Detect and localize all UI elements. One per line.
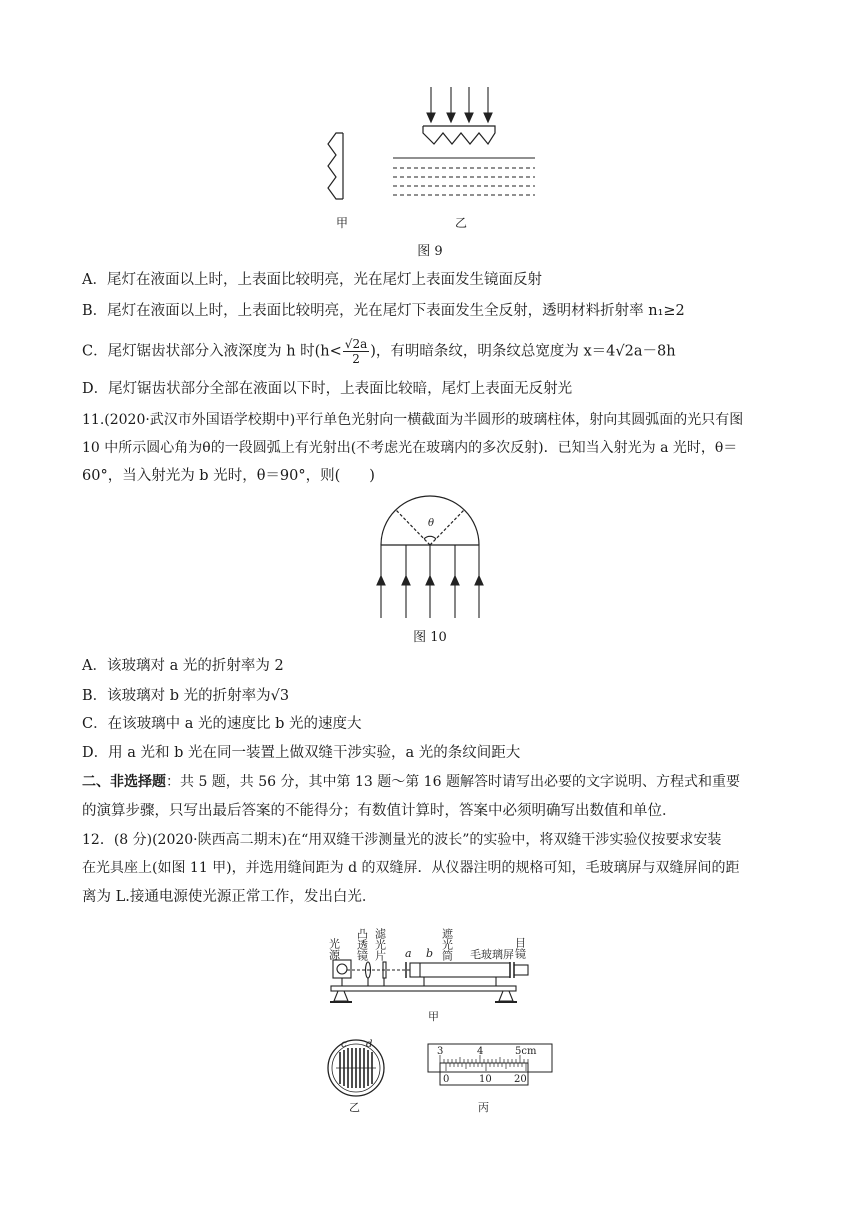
- eyepiece: [514, 965, 528, 975]
- fig9-caption: 图 9: [417, 244, 443, 259]
- q12-stem-line3: 离为 L.接通电源使光源正常工作，发出白光．: [82, 889, 377, 905]
- vernier-ticks: [446, 1063, 526, 1071]
- q12-stem-line1: 12．(8 分)(2020·陕西高二期末)在“用双缝干涉测量光的波长”的实验中，将双缝干涉实验仪按要求安装: [82, 832, 722, 848]
- section2-heading: 二、非选择题: [82, 774, 166, 790]
- main-scale-label-3: 3: [437, 1046, 444, 1057]
- label-fringe-d: d: [366, 1039, 373, 1050]
- fig9-label-left: 甲: [335, 216, 348, 230]
- bench-foot-right: [499, 991, 513, 1001]
- q11-stem-line1: 11.(2020·武汉市外国语学校期中)平行单色光射向一横截面为半圆形的玻璃柱体，射向其圆弧面的光只有图: [82, 412, 744, 428]
- vernier-label-10: 10: [479, 1074, 492, 1085]
- label-slit-a: a: [405, 947, 412, 960]
- q10-option-c-part1: C．尾灯锯齿状部分入液深度为 h 时(h<: [82, 343, 342, 360]
- q10-option-b: B．尾灯在液面以上时，上表面比较明亮，光在尾灯下表面发生全反射，透明材料折射率 n₁≥2: [82, 303, 685, 319]
- q12-stem-line2: 在光具座上(如图 11 甲)，并选用缝间距为 d 的双缝屏．从仪器注明的规格可知，毛玻璃屏与双缝屏间的距: [82, 860, 740, 876]
- label-screen: 毛玻璃屏: [470, 948, 514, 961]
- q11-option-d: D．用 a 光和 b 光在同一装置上做双缝干涉实验，a 光的条纹间距大: [82, 745, 521, 761]
- label-convex-lens: 凸透镜: [355, 928, 369, 961]
- label-fig11-yi: 乙: [349, 1101, 360, 1114]
- main-scale-label-5cm: 5cm: [515, 1046, 537, 1057]
- label-eyepiece: 目镜: [513, 937, 527, 959]
- vernier-label-0: 0: [443, 1074, 450, 1085]
- fig9-label-right: 乙: [454, 216, 467, 230]
- q10-fraction-numerator: √2a: [344, 337, 368, 351]
- vernier-label-20: 20: [514, 1074, 527, 1085]
- q11-stem-line2: 10 中所示圆心角为θ的一段圆弧上有光射出(不考虑光在玻璃内的多次反射)．已知当入射光为 a 光时，θ＝: [82, 440, 738, 456]
- bench-foot-left: [334, 991, 348, 1001]
- q11-option-b: B．该玻璃对 b 光的折射率为√3: [82, 688, 290, 704]
- q10-fraction-denominator: 2: [352, 352, 360, 366]
- label-filter: 滤光片: [373, 928, 387, 961]
- q11-stem-line3: 60°，当入射光为 b 光时，θ＝90°，则( ): [82, 468, 375, 484]
- q11-option-c: C．在该玻璃中 a 光的速度比 b 光的速度大: [82, 716, 362, 732]
- label-fig11-bing: 丙: [478, 1101, 489, 1114]
- section2-line1-text: ：共 5 题，共 56 分，其中第 13 题～第 16 题解答时请写出必要的文字说明、方程式和重要: [166, 774, 740, 790]
- q10-option-c-part2: )，有明暗条纹，明条纹总宽度为 x＝4√2a－8h: [370, 343, 676, 360]
- fig10-theta-label: θ: [428, 518, 435, 529]
- label-fig11-jia: 甲: [428, 1010, 439, 1023]
- light-source-box: [333, 960, 351, 978]
- label-fringe-c: c: [341, 1039, 347, 1050]
- bench-rail: [331, 986, 516, 991]
- fig10-caption: 图 10: [413, 630, 447, 645]
- q10-option-a: A．尾灯在液面以上时，上表面比较明亮，光在尾灯上表面发生镜面反射: [82, 272, 542, 288]
- section2-line2: 的演算步骤，只写出最后答案的不能得分；有数值计算时，答案中必须明确写出数值和单位．: [82, 803, 677, 819]
- label-slit-b: b: [426, 947, 434, 960]
- label-tube: 遮光筒: [440, 928, 454, 961]
- light-shield-tube: [410, 963, 510, 977]
- q10-option-d: D．尾灯锯齿状部分全部在液面以下时，上表面比较暗，尾灯上表面无反射光: [82, 381, 573, 397]
- q11-option-a: A．该玻璃对 a 光的折射率为 2: [82, 658, 284, 674]
- main-scale-label-4: 4: [477, 1046, 484, 1057]
- light-bulb: [337, 964, 347, 974]
- figure-11-yi-fringes: [328, 1040, 384, 1096]
- label-light-source: 光源: [327, 938, 341, 960]
